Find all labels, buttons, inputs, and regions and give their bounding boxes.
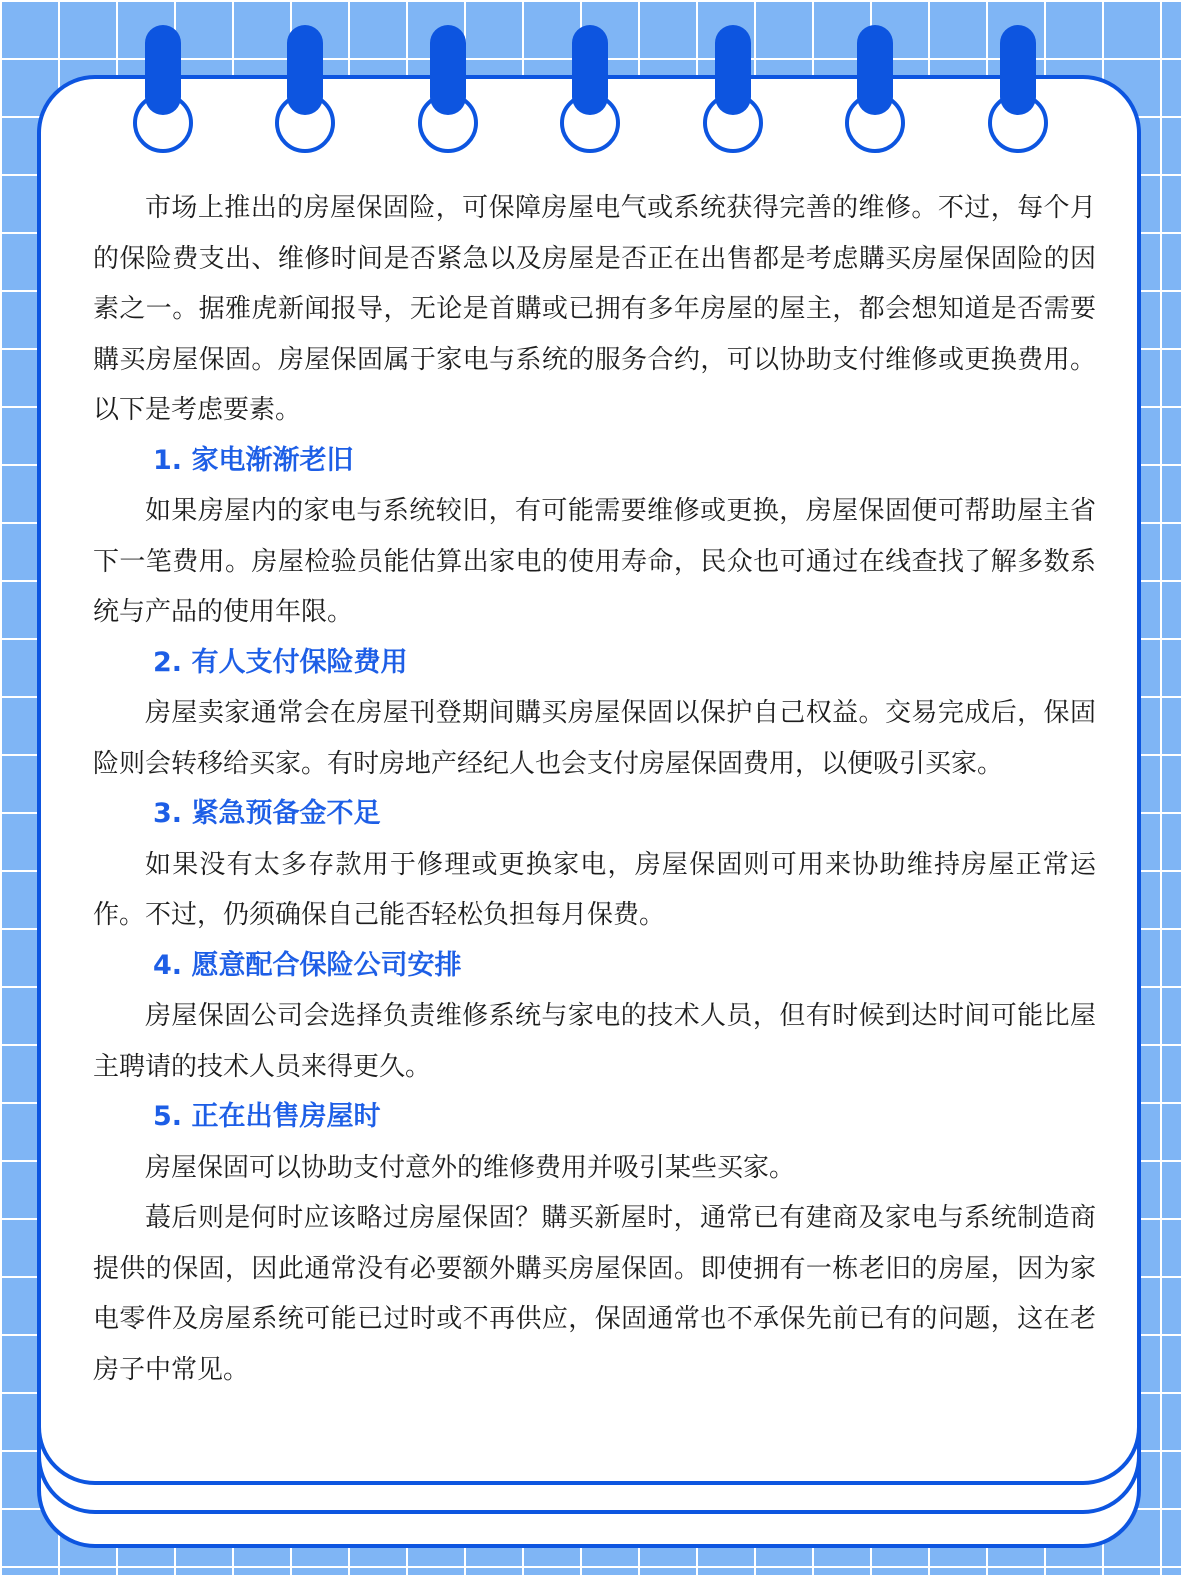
section-heading-2: 2. 有人支付保险费用 xyxy=(153,646,408,678)
binding-ring-icon xyxy=(560,25,620,150)
article-content xyxy=(93,183,1096,1395)
section-body-2: 房屋卖家通常会在房屋刊登期间購买房屋保固以保护自己权益。交易完成后，保固险则会转移给买家。有时房地产经纪人也会支付房屋保固费用，以便吸引买家。 xyxy=(93,698,1096,779)
binding-ring-icon xyxy=(133,25,193,150)
intro-paragraph: 市场上推出的房屋保固险，可保障房屋电气或系统获得完善的维修。不过，每个月的保险费支出、维修时间是否紧急以及房屋是否正在出售都是考虑購买房屋保固险的因素之一。据雅虎新闻报导，无论是首購或已拥有多年房屋的屋主，都会想知道是否需要購买房屋保固。房屋保固属于家电与系统的服务合约，可以协助支付维修或更换费用。以下是考虑要素。 xyxy=(93,193,1096,425)
binding-ring-icon xyxy=(988,25,1048,150)
section-body-3: 如果没有太多存款用于修理或更换家电，房屋保固则可用来协助维持房屋正常运作。不过，仍须确保自己能否轻松负担每月保费。 xyxy=(93,849,1096,930)
conclusion-paragraph: 蕞后则是何时应该略过房屋保固？購买新屋时，通常已有建商及家电与系统制造商提供的保固，因此通常没有必要额外購买房屋保固。即使拥有一栋老旧的房屋，因为家电零件及房屋系统可能已过时或不再供应，保固通常也不承保先前已有的问题，这在老房子中常见。 xyxy=(93,1203,1096,1385)
section-body-1: 如果房屋内的家电与系统较旧，有可能需要维修或更换，房屋保固便可帮助屋主省下一笔费用。房屋检验员能估算出家电的使用寿命，民众也可通过在线查找了解多数系统与产品的使用年限。 xyxy=(93,496,1096,627)
binding-ring-icon xyxy=(418,25,478,150)
section-heading-1: 1. 家电渐渐老旧 xyxy=(153,444,354,476)
section-heading-4: 4. 愿意配合保险公司安排 xyxy=(153,949,462,981)
binding-ring-icon xyxy=(845,25,905,150)
section-heading-3: 3. 紧急预备金不足 xyxy=(153,798,381,829)
binding-ring-icon xyxy=(703,25,763,150)
section-heading-5: 5. 正在出售房屋时 xyxy=(153,1101,381,1132)
section-body-4: 房屋保固公司会选择负责维修系统与家电的技术人员，但有时候到达时间可能比屋主聘请的技术人员来得更久。 xyxy=(93,1001,1096,1082)
binding-ring-icon xyxy=(275,25,335,150)
section-body-5: 房屋保固可以协助支付意外的维修费用并吸引某些买家。 xyxy=(145,1152,796,1183)
